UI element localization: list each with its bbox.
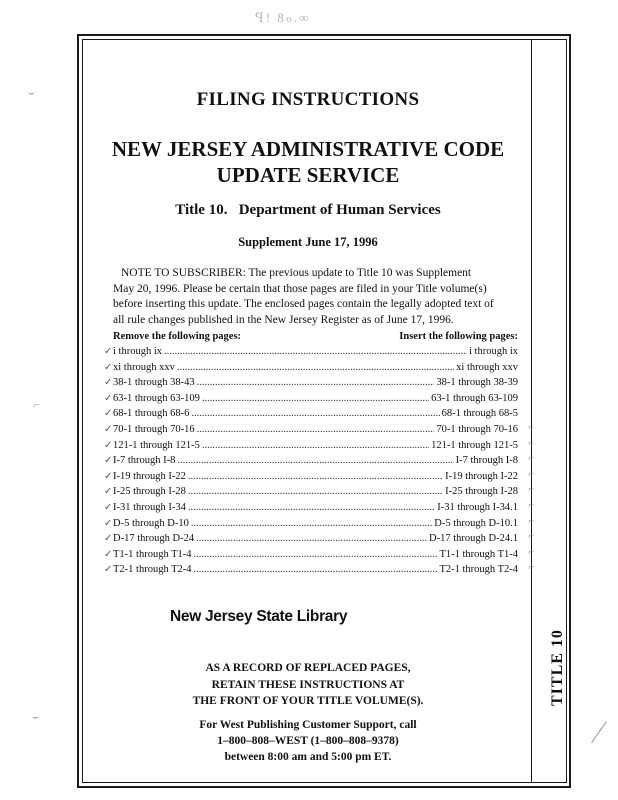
title-heading: Title 10. Department of Human Services xyxy=(175,202,441,218)
handwritten-check-icon: ✓ xyxy=(104,439,113,451)
insert-pages: D-17 through D-24.1 xyxy=(429,533,518,545)
dot-leader xyxy=(177,453,453,469)
record-line: AS A RECORD OF REPLACED PAGES, xyxy=(205,662,411,674)
insert-pages: 63-1 through 63-109 xyxy=(431,392,518,404)
insert-header: Insert the following pages: xyxy=(399,331,518,342)
margin-tick-mark: ⌣ xyxy=(28,88,35,99)
remove-pages: i through ix xyxy=(113,346,162,357)
note-line: May 20, 1996. Please be certain that those pages are filed in your Title volume(s) xyxy=(113,282,487,295)
code-heading xyxy=(90,136,526,188)
insert-pages: T2-1 through T2-4 xyxy=(439,564,518,576)
handwritten-check-icon: ⌐ xyxy=(528,531,534,543)
table-row xyxy=(104,406,518,422)
supplement-date: Supplement June 17, 1996 xyxy=(238,235,378,249)
handwritten-check-icon: ⌐ xyxy=(528,484,534,496)
handwritten-check-icon: ✓ xyxy=(104,533,113,545)
remove-pages: D-17 through D-24 xyxy=(113,533,195,545)
handwritten-check-icon: ✓ xyxy=(104,501,113,513)
record-notice xyxy=(90,660,526,710)
handwritten-check-icon: ⌐ xyxy=(528,499,534,511)
insert-pages: 68-1 through 68-5 xyxy=(441,408,518,420)
dot-leader xyxy=(197,375,435,391)
page-title: FILING INSTRUCTIONS xyxy=(196,89,420,110)
support-contact xyxy=(90,717,526,765)
table-row xyxy=(104,421,534,438)
dot-leader xyxy=(202,438,429,454)
subscriber-note xyxy=(113,266,511,328)
handwritten-check-icon: ⌐ xyxy=(528,515,534,527)
remove-pages: I-25 through I-28 xyxy=(113,486,186,498)
remove-pages: xi through xxv xyxy=(113,361,175,373)
dot-leader xyxy=(197,422,435,438)
handwritten-check-icon: ✓ xyxy=(104,392,113,404)
insert-pages: I-7 through I-8 xyxy=(455,455,518,467)
table-header xyxy=(113,331,518,344)
record-line: RETAIN THESE INSTRUCTIONS AT xyxy=(211,678,405,691)
record-line: THE FRONT OF YOUR TITLE VOLUME(S). xyxy=(192,695,424,707)
dot-leader xyxy=(164,344,467,360)
margin-tick-mark: ⌣ xyxy=(32,712,39,723)
insert-pages: xi through xxv xyxy=(456,361,518,373)
note-line: before inserting this update. The enclosed pages contain the legally adopted text of xyxy=(113,298,494,310)
table-row xyxy=(104,484,534,500)
remove-pages: 70-1 through 70-16 xyxy=(113,423,195,435)
dot-leader xyxy=(194,547,438,563)
table-row xyxy=(104,499,534,516)
table-row xyxy=(104,453,534,469)
table-row xyxy=(104,375,518,391)
spine-divider xyxy=(531,39,532,783)
dot-leader xyxy=(191,516,432,532)
handwritten-check-icon: ⌐ xyxy=(528,453,534,465)
insert-pages: D-5 through D-10.1 xyxy=(434,517,518,529)
remove-pages: D-5 through D-10 xyxy=(113,517,189,529)
handwritten-check-icon: ✓ xyxy=(104,377,113,389)
table-row xyxy=(104,344,518,360)
handwritten-check-icon: ✓ xyxy=(104,455,113,467)
dot-leader xyxy=(188,469,443,485)
table-rows xyxy=(104,344,534,578)
remove-header: Remove the following pages: xyxy=(113,331,242,342)
table-row xyxy=(104,360,518,376)
remove-pages: 68-1 through 68-6 xyxy=(113,408,190,420)
remove-pages: T1-1 through T1-4 xyxy=(113,548,192,560)
support-phone: 1–800–808–WEST (1–800–808–9378) xyxy=(217,735,399,747)
note-line: NOTE TO SUBSCRIBER: The previous update to Title 10 was Supplement xyxy=(121,267,472,279)
dot-leader xyxy=(188,500,435,516)
handwritten-check-icon: ⌐ xyxy=(528,546,534,558)
handwritten-check-icon: ✓ xyxy=(104,361,113,373)
margin-tick-mark: ⌐ xyxy=(34,400,40,411)
remove-pages: 121-1 through 121-5 xyxy=(113,439,200,451)
table-row xyxy=(104,515,534,532)
dot-leader xyxy=(202,391,429,407)
support-line: For West Publishing Customer Support, call xyxy=(199,719,417,731)
remove-pages: I-31 through I-34 xyxy=(113,501,186,513)
table-row xyxy=(104,468,534,485)
support-line: between 8:00 am and 5:00 pm ET. xyxy=(224,751,392,763)
insert-pages: 38-1 through 38-39 xyxy=(436,377,518,389)
table-row xyxy=(104,391,518,407)
table-row xyxy=(104,546,534,563)
handwritten-check-icon: ✓ xyxy=(104,517,113,529)
remove-pages: 63-1 through 63-109 xyxy=(113,392,200,404)
note-line: all rule changes published in the New Jersey Register as of June 17, 1996. xyxy=(113,313,454,326)
table-row xyxy=(104,562,534,578)
insert-pages: 70-1 through 70-16 xyxy=(436,423,518,435)
code-heading-line: UPDATE SERVICE xyxy=(216,163,400,187)
handwritten-check-icon: ⌐ xyxy=(528,562,534,574)
insert-pages: I-31 through I-34.1 xyxy=(437,501,518,513)
table-row xyxy=(104,531,534,547)
handwritten-check-icon: ✓ xyxy=(104,470,113,482)
insert-pages: i through ix xyxy=(469,346,518,357)
remove-pages: T2-1 through T2-4 xyxy=(113,564,192,576)
table-row xyxy=(104,437,534,454)
handwritten-check-icon: ✓ xyxy=(104,346,113,357)
insert-pages: 121-1 through 121-5 xyxy=(431,439,518,451)
dot-leader xyxy=(191,406,439,422)
handwritten-check-icon: ⌐ xyxy=(528,421,534,433)
insert-pages: T1-1 through T1-4 xyxy=(439,548,518,560)
handwritten-check-icon: ✓ xyxy=(104,423,113,435)
library-stamp: New Jersey State Library xyxy=(170,608,348,625)
spine-label: TITLE 10 xyxy=(549,629,566,706)
handwritten-check-icon: ✓ xyxy=(104,408,113,420)
handwritten-check-icon: ✓ xyxy=(104,548,113,560)
dot-leader xyxy=(194,562,438,578)
remove-pages: I-7 through I-8 xyxy=(113,455,176,467)
remove-pages: 38-1 through 38-43 xyxy=(113,377,195,389)
handwritten-check-icon: ⌐ xyxy=(528,468,534,480)
page-replacement-table xyxy=(104,331,534,578)
insert-pages: I-19 through I-22 xyxy=(445,470,518,482)
ink-stroke xyxy=(591,721,608,743)
insert-pages: I-25 through I-28 xyxy=(445,486,518,498)
code-heading-line: NEW JERSEY ADMINISTRATIVE CODE xyxy=(111,137,505,161)
dot-leader xyxy=(188,484,443,500)
dot-leader xyxy=(177,360,454,376)
handwritten-check-icon: ⌐ xyxy=(528,437,534,449)
handwritten-check-icon: ✓ xyxy=(104,564,113,576)
dot-leader xyxy=(196,531,427,547)
handwritten-check-icon: ✓ xyxy=(104,486,113,498)
handwritten-scribble: ꟼ! 8ℴ.∞ xyxy=(255,10,311,25)
remove-pages: I-19 through I-22 xyxy=(113,470,186,482)
